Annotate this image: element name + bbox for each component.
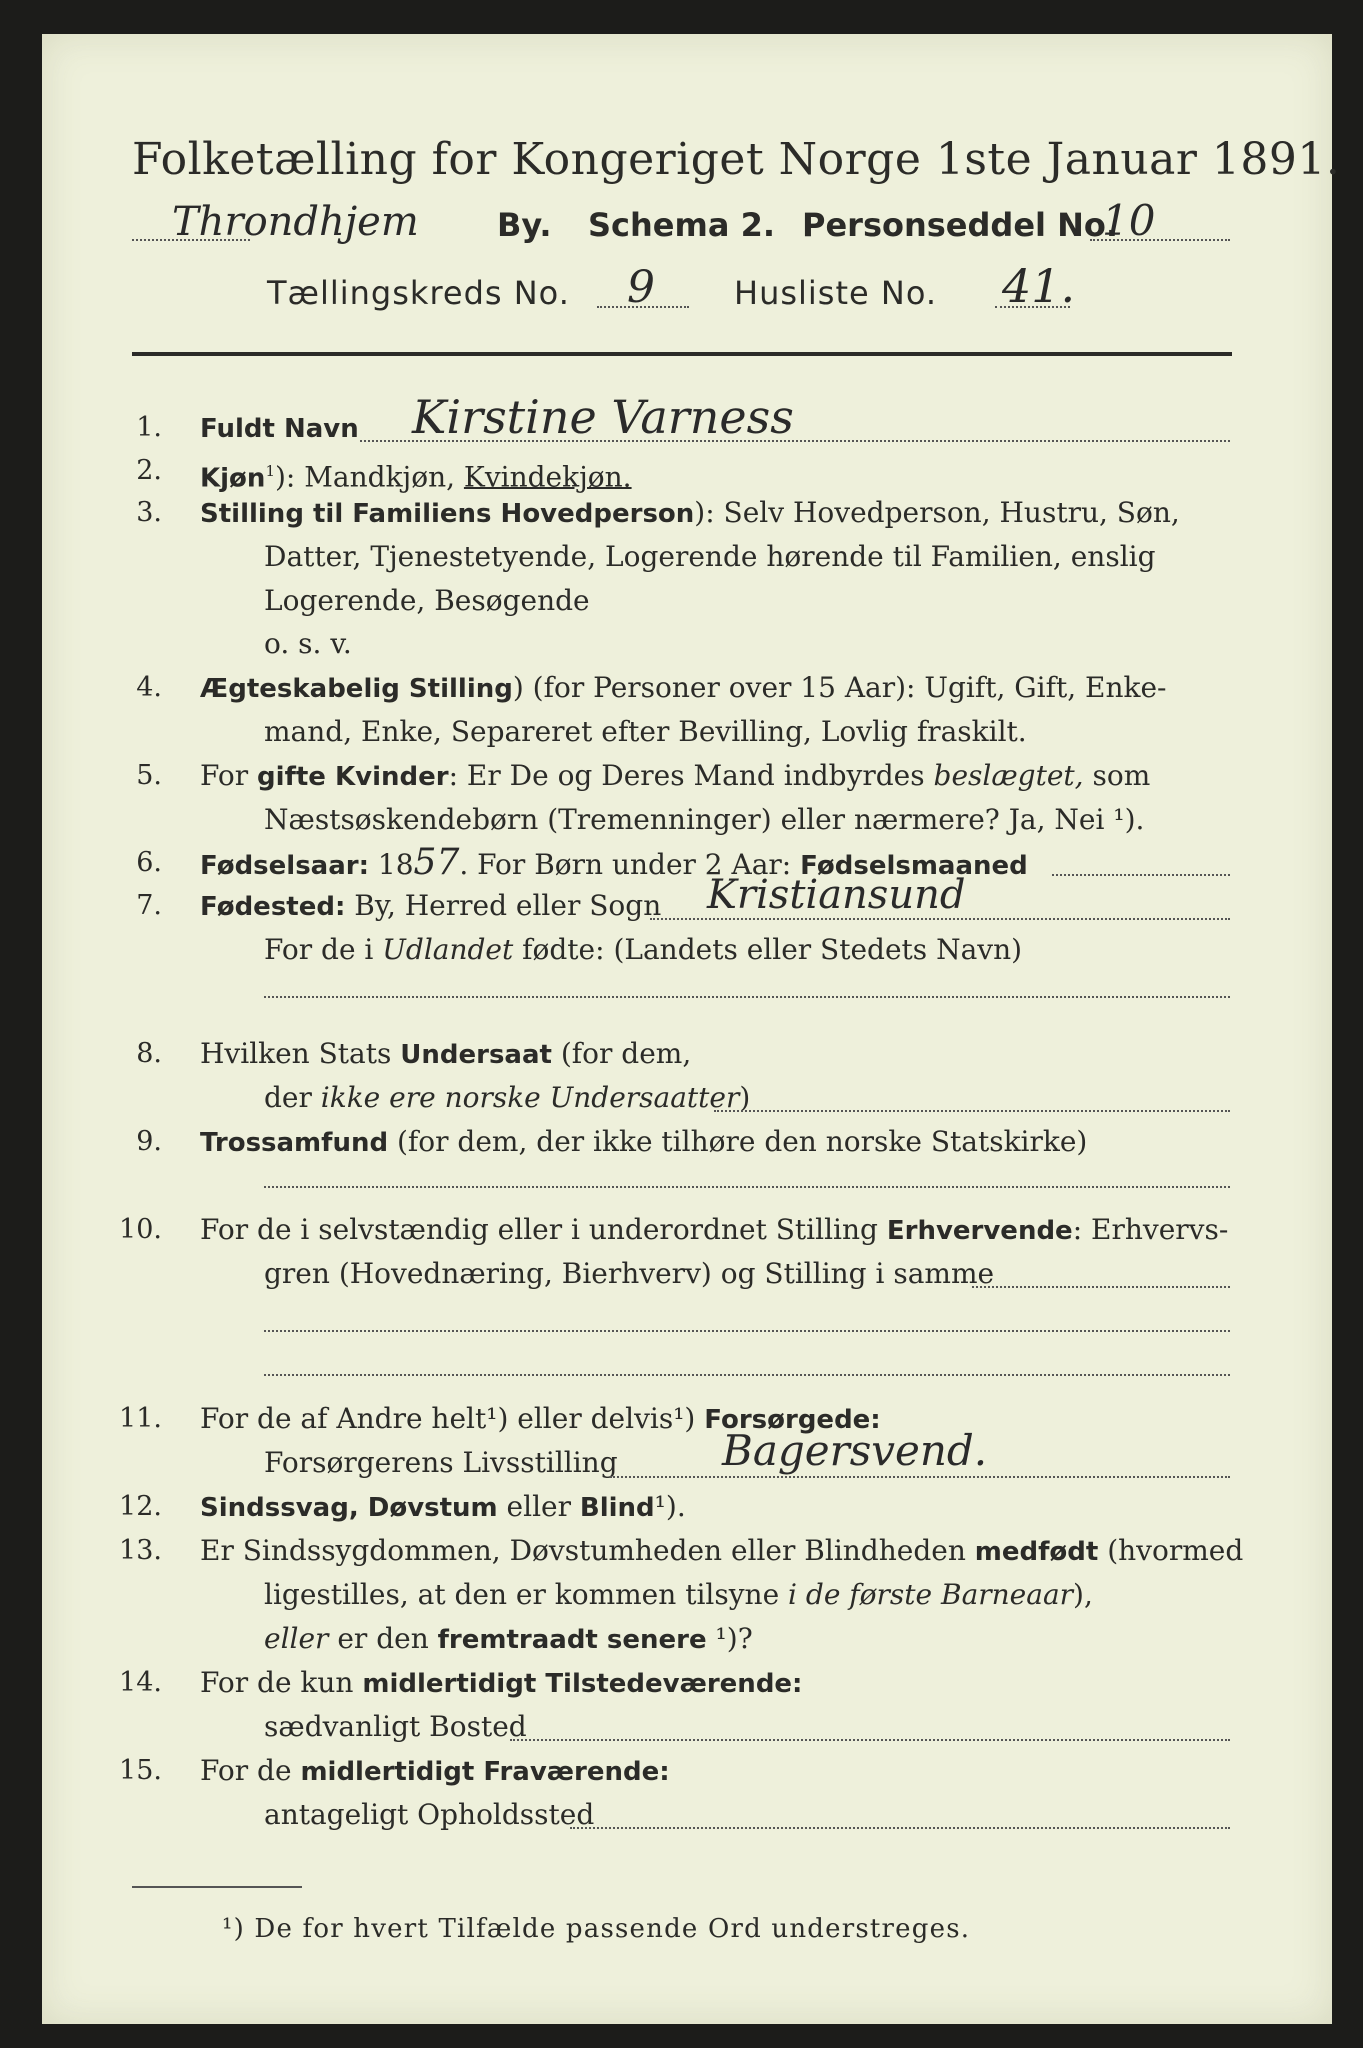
q7-line1: Fødested: By, Herred eller Sogn — [200, 889, 662, 922]
q8-number: 8. — [136, 1038, 162, 1069]
personseddel-value: 10 — [1102, 196, 1156, 245]
q3-line1: Stilling til Familiens Hovedperson): Selv Hovedperson, Hustru, Søn, — [200, 496, 1180, 529]
q1-value: Kirstine Varness — [412, 390, 794, 444]
q3-line4: o. s. v. — [264, 627, 352, 660]
q1-number: 1. — [136, 412, 162, 443]
q2-line: Kjøn$^1$): Mandkjøn, Kvindekjøn. — [200, 460, 632, 494]
q15-line2: antageligt Opholdssted — [264, 1798, 595, 1831]
q14-line2: sædvanligt Bosted — [264, 1710, 527, 1743]
q12-number: 12. — [119, 1491, 162, 1522]
q13-line3: eller er den fremtraadt senere ¹)? — [264, 1622, 753, 1655]
q7-line2: For de i Udlandet fødte: (Landets eller Stedets Navn) — [264, 933, 1023, 966]
q15-number: 15. — [119, 1755, 162, 1786]
q15-line1: For de midlertidigt Fraværende: — [200, 1754, 670, 1787]
form-title: Folketælling for Kongeriget Norge 1ste Januar 1891. — [132, 134, 1341, 185]
q13-line1: Er Sindssygdommen, Døvstumheden eller Blindheden medfødt (hvormed — [200, 1534, 1244, 1567]
q4-number: 4. — [136, 672, 162, 703]
q13-number: 13. — [119, 1535, 162, 1566]
q3-line3: Logerende, Besøgende — [264, 584, 590, 617]
q2-number: 2. — [136, 455, 162, 486]
q3-line2: Datter, Tjenestetyende, Logerende hørende til Familien, enslig — [264, 540, 1156, 573]
q11-number: 11. — [119, 1403, 162, 1434]
husliste-label: Husliste No. — [734, 274, 937, 312]
q8-line2: der ikke ere norske Undersaatter) — [264, 1081, 751, 1114]
by-label: By. — [497, 206, 552, 244]
schema-label: Schema 2. — [588, 206, 775, 244]
footnote-rule — [132, 1886, 302, 1888]
q12-line: Sindssvag, Døvstum eller Blind¹). — [200, 1490, 686, 1523]
kreds-label: Tællingskreds No. — [267, 274, 570, 312]
footnote: ¹) De for hvert Tilfælde passende Ord understreges. — [222, 1914, 971, 1944]
census-form-sheet — [42, 34, 1341, 2024]
q8-line1: Hvilken Stats Undersaat (for dem, — [200, 1037, 692, 1070]
q5-line2: Næstsøskendebørn (Tremenninger) eller nærmere? Ja, Nei ¹). — [264, 803, 1145, 836]
q7-value: Kristiansund — [707, 872, 966, 918]
q4-line2: mand, Enke, Separeret efter Bevilling, Lovlig fraskilt. — [264, 715, 1027, 748]
husliste-value: 41. — [1002, 259, 1076, 313]
q7-number: 7. — [136, 890, 162, 921]
q1-label: Fuldt Navn — [200, 414, 359, 444]
header-rule — [132, 352, 1232, 356]
q6-number: 6. — [136, 847, 162, 878]
q5-line1: For gifte Kvinder: Er De og Deres Mand indbyrdes beslægtet, som — [200, 759, 1151, 792]
by-value: Throndhjem — [172, 199, 419, 245]
kreds-value: 9 — [627, 262, 655, 313]
q3-number: 3. — [136, 497, 162, 528]
q6-line: Fødselsaar: 1857. For Børn under 2 Aar: Fødselsmaaned — [200, 842, 1028, 883]
q14-line1: For de kun midlertidigt Tilstedeværende: — [200, 1666, 803, 1699]
q10-line2: gren (Hovednæring, Bierhverv) og Stilling i samme — [264, 1257, 995, 1290]
q11-line2: Forsørgerens Livsstilling — [264, 1446, 618, 1479]
q5-number: 5. — [136, 760, 162, 791]
q9-number: 9. — [136, 1126, 162, 1157]
q4-line1: Ægteskabelig Stilling) (for Personer over 15 Aar): Ugift, Gift, Enke- — [200, 671, 1167, 704]
q11-line1: For de af Andre helt¹) eller delvis¹) Forsørgede: — [200, 1402, 881, 1435]
q14-number: 14. — [119, 1667, 162, 1698]
q11-value: Bagersvend. — [722, 1426, 988, 1475]
personseddel-label: Personseddel No. — [802, 206, 1119, 244]
q10-line1: For de i selvstændig eller i underordnet Stilling Erhvervende: Erhvervs- — [200, 1213, 1229, 1246]
q13-line2: ligestilles, at den er kommen tilsyne i de første Barneaar), — [264, 1578, 1093, 1611]
q10-number: 10. — [119, 1214, 162, 1245]
q9-line: Trossamfund (for dem, der ikke tilhøre den norske Statskirke) — [200, 1125, 1088, 1158]
